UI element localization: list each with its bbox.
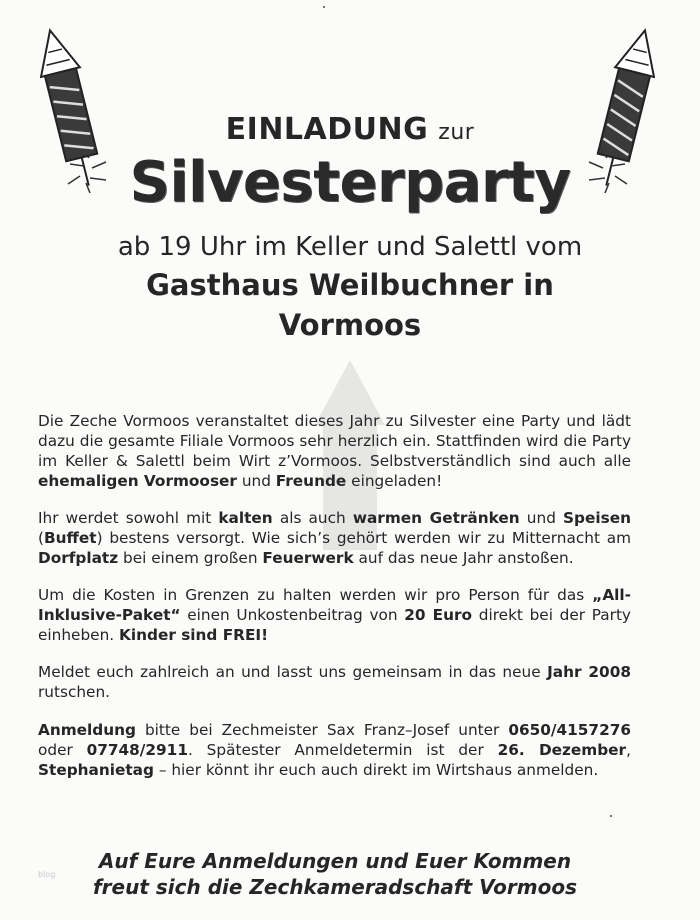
time-location-line: ab 19 Uhr im Keller und Salettl vom [117, 232, 583, 262]
speck [610, 815, 612, 817]
deadline-date: 26. Dezember [497, 741, 627, 759]
phone-number-1: 0650/4157276 [508, 721, 631, 739]
paragraph-intro: Die Zeche Vormoos veranstaltet dieses Jahr zu Silvester eine Party und lädt dazu die gesamte Filiale Vormoos sehr herzlich ein. Stattfinden wird die Party im Keller & Salettl beim Wirt z’Vormoos. Selbstverständlich sind auch alle ehemaligen Vormooser und Freunde eingeladen! [38, 412, 631, 490]
paragraph-call-to-action: Meldet euch zahlreich an und lasst uns gemeinsam in das neue Jahr 2008 rutschen. [38, 663, 631, 701]
speck [323, 6, 325, 8]
paragraph-food-fireworks: Ihr werdet sowohl mit kalten als auch warmen Getränken und Speisen (Buffet) bestens versorgt. Wie sich’s gehört werden wir zu Mitternacht am Dorfplatz bei einem großen Feuerwerk auf das neue Jahr anstoßen. [38, 509, 631, 567]
village-line: Vormoos [278, 308, 422, 342]
invitation-heading [0, 112, 700, 147]
party-title: Silvesterparty [129, 150, 571, 215]
highlight-friends: Freunde [275, 472, 347, 490]
venue-line: Gasthaus Weilbuchner in [146, 268, 554, 302]
phone-number-2: 07748/2911 [86, 741, 188, 759]
zur-word: zur [438, 120, 475, 145]
closing-signature [0, 848, 670, 900]
closing-line-2: freut sich die Zechkameradschaft Vormoos [92, 875, 577, 899]
einladung-word: EINLADUNG [225, 112, 429, 147]
closing-line-1: Auf Eure Anmeldungen und Euer Kommen [98, 849, 572, 873]
highlight-former-members: ehemaligen Vormooser [38, 472, 237, 490]
watermark: blog [38, 870, 56, 879]
price: 20 Euro [404, 606, 473, 624]
paragraph-registration: Anmeldung bitte bei Zechmeister Sax Franz–Josef unter 0650/4157276 oder 07748/2911. Spätester Anmeldetermin ist der 26. Dezember, Stephanietag – hier könnt ihr euch auch direkt im Wirtshaus anmelden. [38, 721, 631, 779]
paragraph-costs: Um die Kosten in Grenzen zu halten werden wir pro Person für das „All-Inklusive-Paket“ einen Unkostenbeitrag von 20 Euro direkt bei der Party einheben. Kinder sind FREI! [38, 586, 631, 644]
